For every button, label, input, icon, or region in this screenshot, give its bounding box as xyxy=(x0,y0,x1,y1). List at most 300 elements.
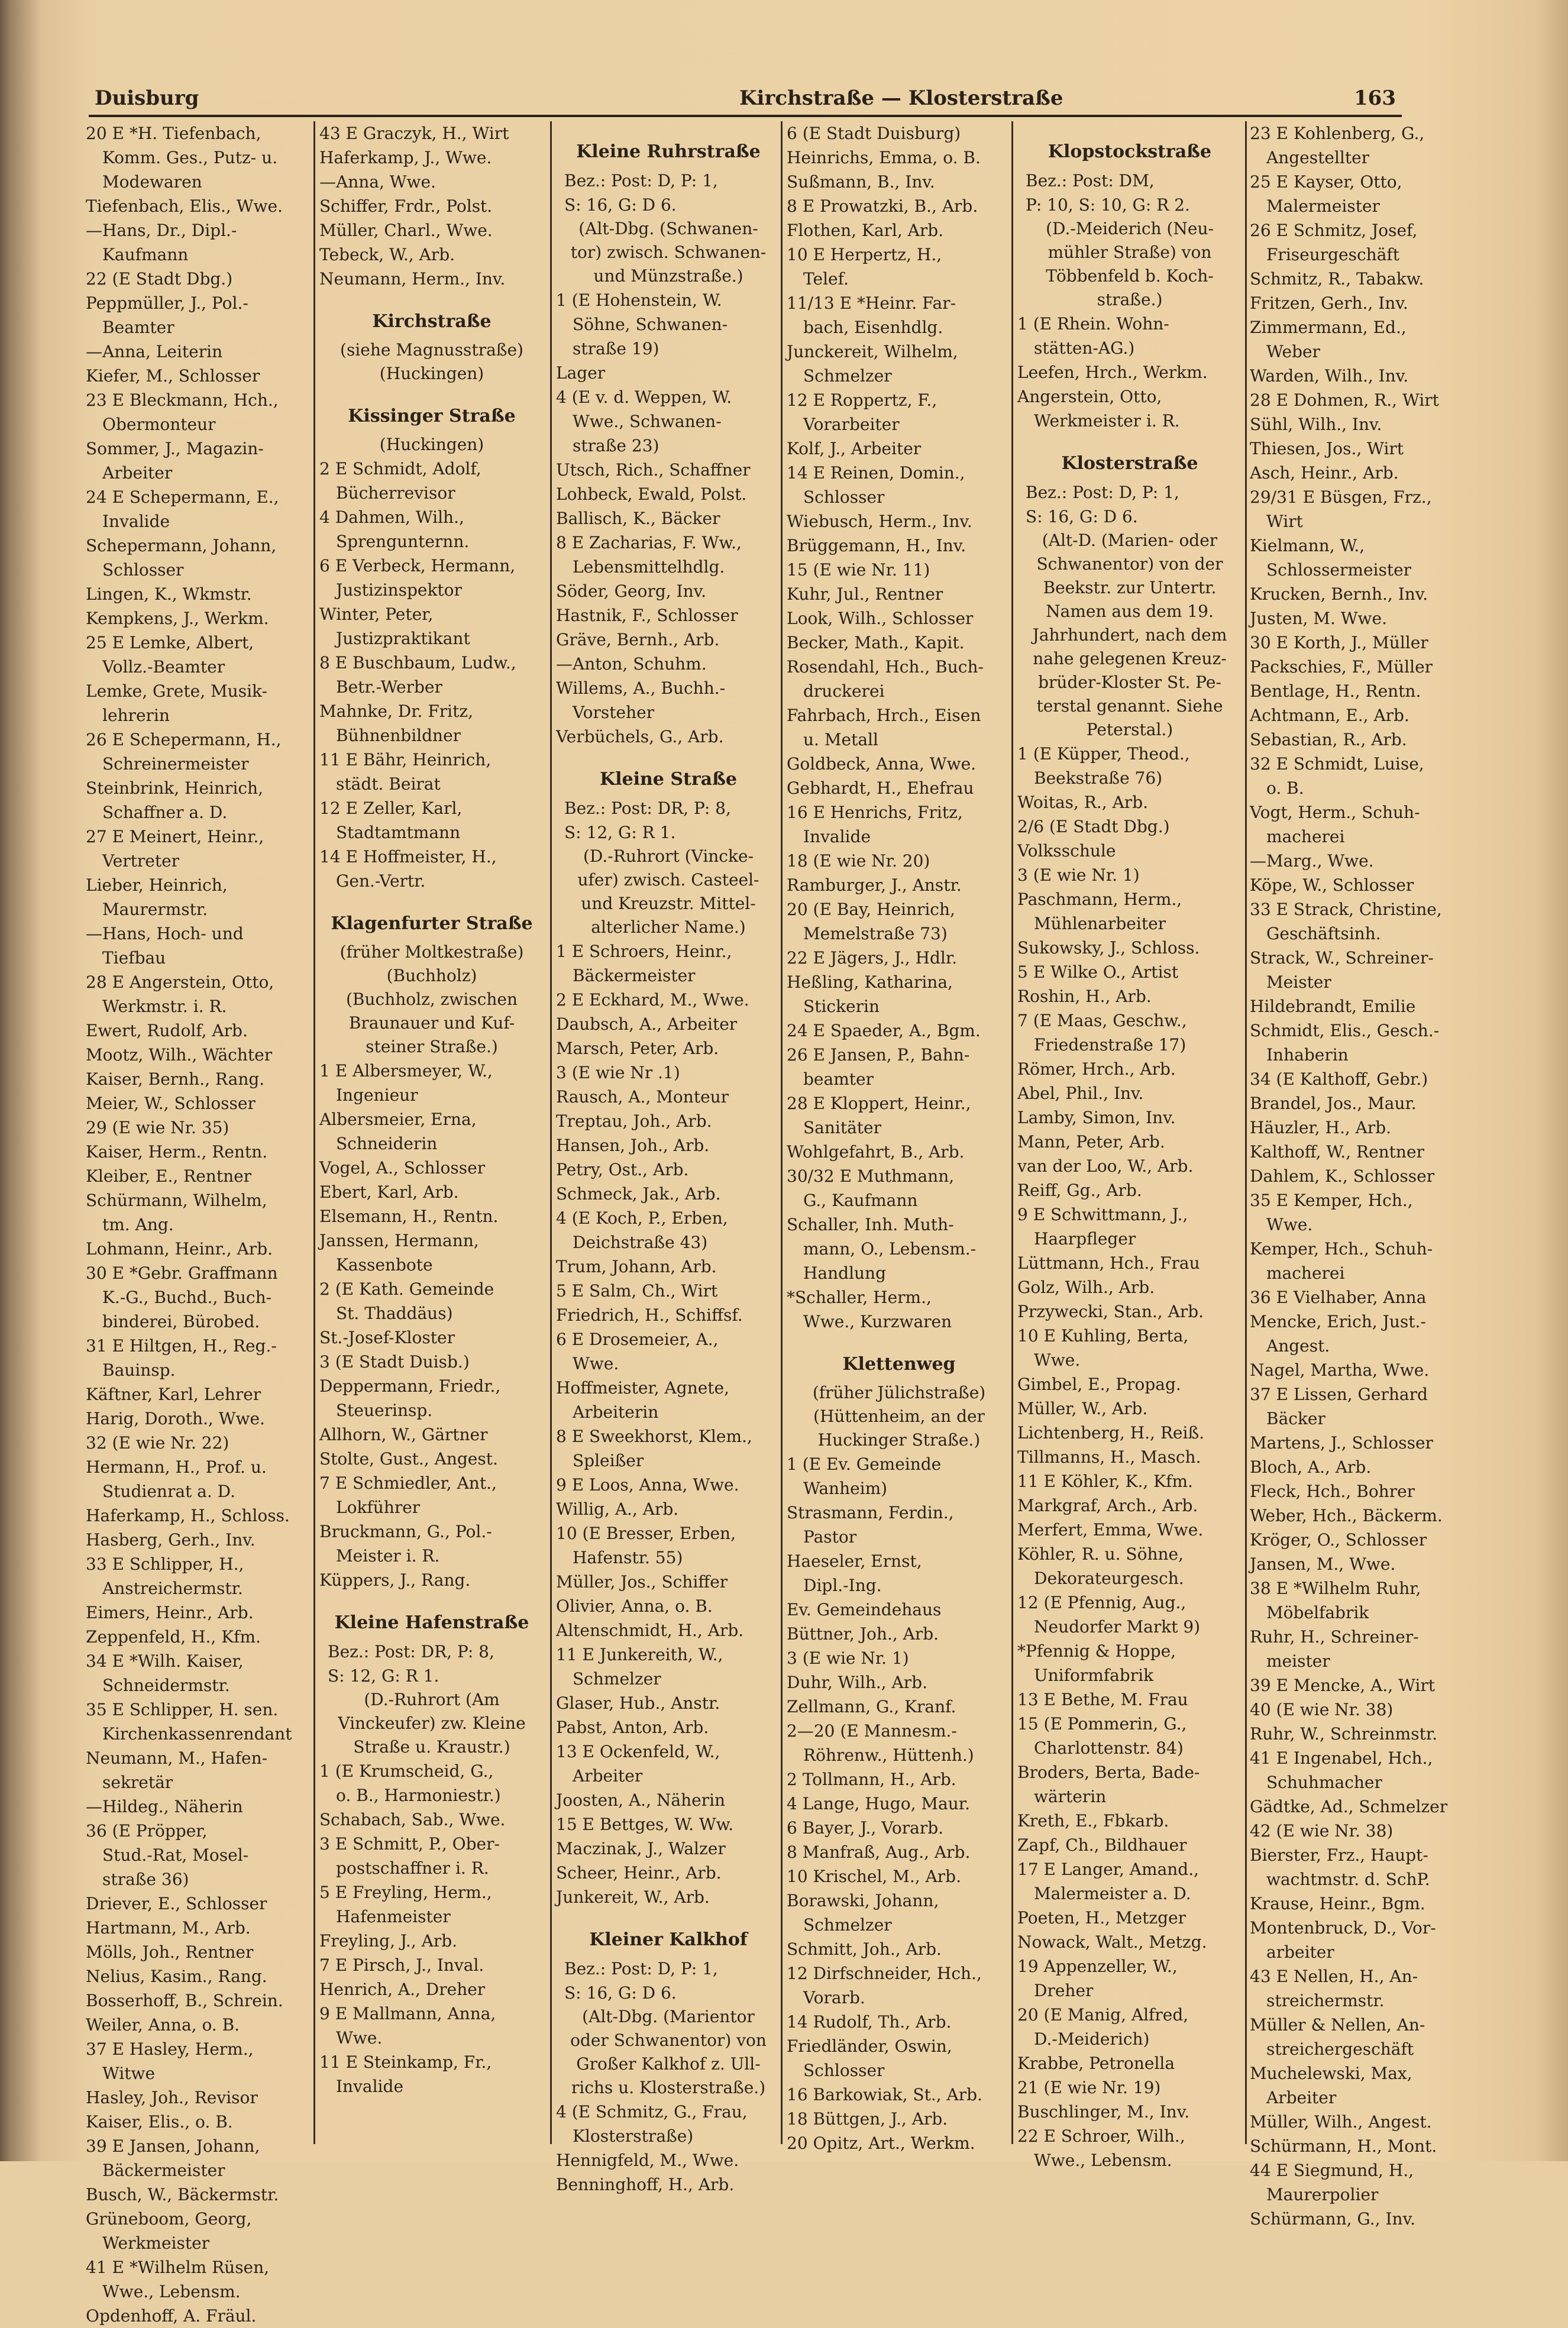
entry-continuation: o. B., Harmoniestr.) xyxy=(336,1786,501,1805)
entry-continuation: Wwe. xyxy=(1034,1350,1081,1370)
entry-continuation: Wwe. xyxy=(336,2028,383,2048)
entry-continuation: Kaufmann xyxy=(102,245,189,264)
entry-continuation: streichermstr. xyxy=(1266,1991,1385,2010)
entry-continuation: Modewaren xyxy=(102,172,202,192)
street-note: straße.) xyxy=(1097,290,1163,309)
entry-continuation: Neudorfer Markt 9) xyxy=(1034,1617,1201,1637)
entry-line: Müller, Wilh., Angest. xyxy=(1250,2112,1432,2132)
entry-line: 22 (E Stadt Dbg.) xyxy=(86,269,233,289)
entry-continuation: Wwe., Schwanen- xyxy=(573,412,722,431)
entry-continuation: Schmelzer xyxy=(573,1669,661,1689)
entry-line: 1 (E Ev. Gemeinde xyxy=(787,1454,942,1474)
entry-line: Kaiser, Elis., o. B. xyxy=(86,2112,233,2132)
entry-line: —Hildeg., Näherin xyxy=(86,1797,243,1816)
entry-line: Duhr, Wilh., Arb. xyxy=(787,1673,927,1692)
entry-line: 42 (E wie Nr. 38) xyxy=(1250,1821,1394,1841)
entry-line: 26 E Schmitz, Josef, xyxy=(1250,221,1418,240)
entry-line: 2 E Schmidt, Adolf, xyxy=(319,459,481,478)
column-divider xyxy=(781,121,783,2144)
entry-continuation: Meister i. R. xyxy=(336,1546,440,1566)
entry-line: 12 E Roppertz, F., xyxy=(787,390,937,410)
street-note: tor) zwisch. Schwanen- xyxy=(570,242,767,262)
entry-line: 2 (E Kath. Gemeinde xyxy=(319,1279,494,1299)
entry-line: 1 (E Hohenstein, W. xyxy=(556,290,722,310)
entry-line: 36 E Vielhaber, Anna xyxy=(1250,1288,1427,1307)
entry-line: 5 E Freyling, Herm., xyxy=(319,1883,492,1902)
street-note: Huckinger Straße.) xyxy=(817,1430,981,1450)
entry-line: Olivier, Anna, o. B. xyxy=(556,1596,713,1616)
entry-continuation: Vorsteher xyxy=(573,703,655,722)
entry-line: 24 E Schepermann, E., xyxy=(86,487,279,507)
entry-line: Kuhr, Jul., Rentner xyxy=(787,584,943,604)
entry-line: Neumann, M., Hafen- xyxy=(86,1748,268,1768)
entry-line: 35 E Schlipper, H. sen. xyxy=(86,1700,279,1719)
entry-line: 3 (E wie Nr. 1) xyxy=(787,1648,909,1668)
entry-line: Joosten, A., Näherin xyxy=(556,1790,726,1810)
entry-line: Gebhardt, H., Ehefrau xyxy=(787,778,974,798)
entry-line: 10 Krischel, M., Arb. xyxy=(787,1867,961,1886)
entry-line: 28 E Angerstein, Otto, xyxy=(86,972,274,992)
entry-continuation: Schreinermeister xyxy=(102,754,249,774)
entry-line: Jansen, M., Wwe. xyxy=(1250,1554,1396,1574)
street-note: (siehe Magnusstraße) xyxy=(340,340,523,360)
entry-line: Köpe, W., Schlosser xyxy=(1250,875,1414,895)
entry-line: 30/32 E Muthmann, xyxy=(787,1166,955,1186)
entry-line: Bruckmann, G., Pol.- xyxy=(319,1522,492,1541)
entry-continuation: Anstreichermstr. xyxy=(102,1579,243,1598)
street-heading: Klopstockstraße xyxy=(1048,141,1212,162)
street-note: (D.-Ruhrort (Am xyxy=(364,1690,500,1709)
entry-continuation: wärterin xyxy=(1034,1787,1107,1806)
entry-line: Rosendahl, Hch., Buch- xyxy=(787,657,984,677)
entry-continuation: bach, Eisenhdlg. xyxy=(803,318,943,337)
entry-line: Angerstein, Otto, xyxy=(1017,387,1162,406)
entry-line: Schmitz, R., Tabakw. xyxy=(1250,269,1424,289)
entry-line: Becker, Math., Kapit. xyxy=(787,633,965,652)
entry-line: Käftner, Karl, Lehrer xyxy=(86,1385,261,1404)
entry-line: Hansen, Joh., Arb. xyxy=(556,1136,710,1155)
entry-line: 8 Manfraß, Aug., Arb. xyxy=(787,1842,971,1862)
entry-continuation: Sprengunternn. xyxy=(336,532,470,551)
entry-line: Sukowsky, J., Schloss. xyxy=(1017,938,1200,958)
entry-line: Friedrich, H., Schiffsf. xyxy=(556,1305,743,1325)
entry-line: Daubsch, A., Arbeiter xyxy=(556,1014,738,1034)
entry-line: Winter, Peter, xyxy=(319,604,434,624)
entry-continuation: D.-Meiderich) xyxy=(1034,2029,1150,2049)
entry-line: Schmitt, Joh., Arb. xyxy=(787,1939,942,1959)
street-note: Braunauer und Kuf- xyxy=(348,1013,515,1033)
entry-line: Packschies, F., Müller xyxy=(1250,657,1433,677)
entry-continuation: Arbeiter xyxy=(102,463,173,483)
street-note: (D.-Ruhrort (Vincke- xyxy=(583,846,754,866)
district-info: Bez.: Post: DM, xyxy=(1026,171,1155,190)
entry-line: Ev. Gemeindehaus xyxy=(787,1600,942,1619)
entry-continuation: Röhrenw., Hüttenh.) xyxy=(803,1745,974,1765)
entry-line: Kemper, Hch., Schuh- xyxy=(1250,1239,1433,1259)
entry-line: 10 (E Bresser, Erben, xyxy=(556,1524,736,1543)
entry-line: 7 (E Maas, Geschw., xyxy=(1017,1011,1187,1030)
entry-continuation: Schlossermeister xyxy=(1266,560,1412,580)
street-note: (Alt-Dbg. (Schwanen- xyxy=(578,219,758,238)
entry-line: 6 E Verbeck, Hermann, xyxy=(319,556,516,575)
entry-line: Krabbe, Petronella xyxy=(1017,2054,1175,2073)
entry-line: 6 Bayer, J., Vorarb. xyxy=(787,1818,944,1838)
entry-line: Rausch, A., Monteur xyxy=(556,1087,729,1107)
entry-continuation: Angestellter xyxy=(1266,148,1370,167)
entry-continuation: Hafenstr. 55) xyxy=(573,1548,683,1567)
entry-continuation: Möbelfabrik xyxy=(1266,1603,1369,1622)
header-street-range: Kirchstraße — Klosterstraße xyxy=(739,86,1063,110)
entry-line: Verbüchels, G., Arb. xyxy=(556,727,724,746)
entry-line: Benninghoff, H., Arb. xyxy=(556,2175,735,2194)
entry-line: 20 E *H. Tiefenbach, xyxy=(86,124,261,143)
entry-continuation: Schmelzer xyxy=(803,366,892,386)
entry-line: 21 (E wie Nr. 19) xyxy=(1017,2078,1161,2097)
entry-line: Hasberg, Gerh., Inv. xyxy=(86,1530,256,1550)
entry-line: 25 E Lemke, Albert, xyxy=(86,633,254,652)
entry-line: Reiff, Gg., Arb. xyxy=(1017,1181,1142,1200)
entry-line: Fleck, Hch., Bohrer xyxy=(1250,1482,1415,1501)
entry-line: 32 (E wie Nr. 22) xyxy=(86,1433,229,1453)
entry-line: Willig, A., Arb. xyxy=(556,1499,679,1519)
entry-continuation: Mühlenarbeiter xyxy=(1034,914,1166,933)
entry-line: Golz, Wilh., Arb. xyxy=(1017,1278,1155,1297)
entry-line: Kreth, E., Fbkarb. xyxy=(1017,1811,1169,1831)
entry-line: 43 E Nellen, H., An- xyxy=(1250,1967,1418,1986)
entry-line: Asch, Heinr., Arb. xyxy=(1250,463,1399,483)
entry-continuation: Friedenstraße 17) xyxy=(1034,1035,1186,1055)
entry-continuation: Kirchenkassenrendant xyxy=(102,1724,292,1744)
entry-line: Markgraf, Arch., Arb. xyxy=(1017,1496,1198,1515)
entry-continuation: sekretär xyxy=(102,1773,173,1792)
entry-line: Willems, A., Buchh.- xyxy=(556,678,726,698)
entry-continuation: G., Kaufmann xyxy=(803,1191,918,1210)
entry-line: Schürmann, G., Inv. xyxy=(1250,2209,1415,2229)
entry-line: Krucken, Bernh., Inv. xyxy=(1250,584,1428,604)
entry-line: 14 Rudolf, Th., Arb. xyxy=(787,2012,952,2032)
entry-line: Look, Wilh., Schlosser xyxy=(787,609,974,628)
entry-line: Dahlem, K., Schlosser xyxy=(1250,1166,1435,1186)
street-note: Namen aus dem 19. xyxy=(1046,602,1214,621)
entry-continuation: Kassenbote xyxy=(336,1255,433,1275)
entry-line: Ebert, Karl, Arb. xyxy=(319,1182,459,1202)
entry-continuation: Sanitäter xyxy=(803,1118,882,1137)
entry-continuation: Bücherrevisor xyxy=(336,483,455,503)
entry-line: Hermann, H., Prof. u. xyxy=(86,1457,267,1477)
entry-line: Paschmann, Herm., xyxy=(1017,890,1182,909)
entry-continuation: Inhaberin xyxy=(1266,1045,1349,1065)
entry-line: Maczinak, J., Walzer xyxy=(556,1839,726,1858)
entry-line: 40 (E wie Nr. 38) xyxy=(1250,1700,1394,1719)
street-heading: Kleine Straße xyxy=(600,769,737,790)
district-info: S: 12, G: R 1. xyxy=(564,823,676,842)
entry-line: Zapf, Ch., Bildhauer xyxy=(1017,1835,1187,1855)
entry-line: 13 E Bethe, M. Frau xyxy=(1017,1690,1188,1709)
entry-line: 1 (E Krumscheid, G., xyxy=(319,1761,494,1781)
entry-line: 3 E Schmitt, P., Ober- xyxy=(319,1834,500,1854)
entry-line: Goldbeck, Anna, Wwe. xyxy=(787,754,977,774)
entry-continuation: Schmelzer xyxy=(803,1915,892,1935)
entry-line: Thiesen, Jos., Wirt xyxy=(1250,439,1404,458)
entry-continuation: Witwe xyxy=(102,2064,156,2083)
entry-line: 10 E Herpertz, H., xyxy=(787,245,942,264)
entry-continuation: Handlung xyxy=(803,1263,887,1283)
entry-line: Brandel, Jos., Maur. xyxy=(1250,1094,1417,1113)
entry-line: 22 E Schroer, Wilh., xyxy=(1017,2126,1185,2146)
entry-line: 14 E Hoffmeister, H., xyxy=(319,847,497,866)
entry-line: 2 Tollmann, H., Arb. xyxy=(787,1770,956,1789)
page-header xyxy=(89,84,1402,117)
entry-line: Hennigfeld, M., Wwe. xyxy=(556,2151,739,2170)
street-note: (Alt-D. (Marien- oder xyxy=(1042,531,1218,550)
entry-line: Gräve, Bernh., Arb. xyxy=(556,630,720,649)
entry-line: 12 Dirfschneider, Hch., xyxy=(787,1964,982,1983)
entry-continuation: beamter xyxy=(803,1069,874,1089)
street-heading: Kleine Hafenstraße xyxy=(334,1612,529,1633)
street-note: ufer) zwisch. Casteel- xyxy=(577,870,759,890)
entry-line: 8 E Sweekhorst, Klem., xyxy=(556,1427,752,1446)
entry-continuation: Dekorateurgesch. xyxy=(1034,1569,1184,1588)
entry-continuation: wachtmstr. d. SchP. xyxy=(1266,1870,1430,1889)
entry-continuation: Justizinspektor xyxy=(336,580,462,600)
street-note: (früher Jülichstraße) xyxy=(812,1383,986,1402)
entry-line: Zellmann, G., Kranf. xyxy=(787,1697,956,1716)
entry-line: Strack, W., Schreiner- xyxy=(1250,948,1434,968)
entry-continuation: Meister xyxy=(1266,972,1331,992)
entry-continuation: Deichstraße 43) xyxy=(573,1233,708,1252)
entry-line: 1 (E Küpper, Theod., xyxy=(1017,744,1190,764)
entry-line: 18 (E wie Nr. 20) xyxy=(787,851,930,871)
entry-continuation: Werkmeister xyxy=(102,2233,210,2253)
entry-line: Wiebusch, Herm., Inv. xyxy=(787,512,972,531)
entry-line: 41 E *Wilhelm Rüsen, xyxy=(86,2258,270,2277)
entry-continuation: Wwe. xyxy=(573,1354,619,1373)
entry-line: Küppers, J., Rang. xyxy=(319,1570,471,1590)
entry-continuation: Beekstraße 76) xyxy=(1034,768,1163,788)
entry-continuation: Tiefbau xyxy=(102,948,166,968)
entry-continuation: städt. Beirat xyxy=(336,774,441,794)
street-note: brüder-Kloster St. Pe- xyxy=(1038,672,1221,692)
entry-continuation: Schaffner a. D. xyxy=(102,803,228,822)
entry-line: Justen, M. Wwe. xyxy=(1250,609,1387,628)
entry-line: Sebastian, R., Arb. xyxy=(1250,730,1407,749)
entry-line: 9 E Mallmann, Anna, xyxy=(319,2004,496,2023)
entry-line: Stolte, Gust., Angest. xyxy=(319,1449,498,1469)
entry-line: Lingen, K., Wkmstr. xyxy=(86,584,252,604)
entry-line: Tiefenbach, Elis., Wwe. xyxy=(86,196,283,216)
entry-line: Gimbel, E., Propag. xyxy=(1017,1375,1181,1394)
entry-line: 20 Opitz, Art., Werkm. xyxy=(787,2133,975,2153)
entry-line: 38 E *Wilhelm Ruhr, xyxy=(1250,1579,1421,1598)
district-info: Bez.: Post: D, P: 1, xyxy=(1026,483,1179,502)
street-heading: Klettenweg xyxy=(842,1354,956,1375)
entry-continuation: Werkmstr. i. R. xyxy=(102,997,227,1016)
entry-line: Eimers, Heinr., Arb. xyxy=(86,1603,254,1622)
entry-line: 41 E Ingenabel, Hch., xyxy=(1250,1748,1433,1768)
entry-line: Marsch, Peter, Arb. xyxy=(556,1039,719,1058)
entry-line: Schepermann, Johann, xyxy=(86,536,277,555)
entry-line: Warden, Wilh., Inv. xyxy=(1250,366,1409,386)
entry-continuation: Bäckermeister xyxy=(102,2161,225,2180)
entry-continuation: Dipl.-Ing. xyxy=(803,1576,882,1595)
entry-continuation: Schlosser xyxy=(803,487,885,507)
entry-line: Bierster, Frz., Haupt- xyxy=(1250,1845,1428,1865)
entry-line: 8 E Zacharias, F. Ww., xyxy=(556,533,742,552)
entry-continuation: Wwe., Lebensm. xyxy=(1034,2151,1172,2170)
entry-line: 9 E Loos, Anna, Wwe. xyxy=(556,1475,739,1495)
entry-line: Heinrichs, Emma, o. B. xyxy=(787,148,981,167)
entry-continuation: Malermeister a. D. xyxy=(1034,1884,1191,1903)
entry-continuation: Wwe., Lebensm. xyxy=(102,2282,241,2301)
street-note: (Hüttenheim, an der xyxy=(813,1406,985,1426)
entry-line: Schürmann, H., Mont. xyxy=(1250,2136,1437,2156)
entry-continuation: Stickerin xyxy=(803,997,880,1016)
entry-continuation: Maurermstr. xyxy=(102,900,208,919)
street-note: (Huckingen) xyxy=(379,364,484,383)
district-info: S: 16, G: D 6. xyxy=(1026,507,1138,526)
entry-line: Lohmann, Heinr., Arb. xyxy=(86,1239,273,1259)
entry-line: Borawski, Johann, xyxy=(787,1891,939,1910)
entry-continuation: Hafenmeister xyxy=(336,1907,451,1926)
entry-line: Kielmann, W., xyxy=(1250,536,1365,555)
entry-line: 11 E Köhler, K., Kfm. xyxy=(1017,1472,1193,1491)
entry-continuation: Haarpfleger xyxy=(1034,1229,1136,1249)
entry-line: 24 E Spaeder, A., Bgm. xyxy=(787,1021,981,1040)
entry-line: Schmeck, Jak., Arb. xyxy=(556,1184,721,1204)
street-note: (Alt-Dbg. (Marientor xyxy=(582,2007,755,2026)
entry-line: 4 (E Koch, P., Erben, xyxy=(556,1208,728,1228)
entry-line: Sußmann, B., Inv. xyxy=(787,172,935,192)
entry-continuation: Invalide xyxy=(803,827,871,846)
entry-line: Scheer, Heinr., Arb. xyxy=(556,1863,722,1883)
entry-line: 39 E Mencke, A., Wirt xyxy=(1250,1676,1435,1695)
entry-continuation: Schneidermstr. xyxy=(102,1676,230,1695)
entry-line: Vogel, A., Schlosser xyxy=(319,1158,486,1178)
entry-continuation: Gen.-Vertr. xyxy=(336,871,426,891)
district-info: P: 10, S: 10, G: R 2. xyxy=(1026,195,1190,215)
entry-line: 14 E Reinen, Domin., xyxy=(787,463,965,483)
street-note: und Münzstraße.) xyxy=(593,266,743,286)
street-heading: Kirchstraße xyxy=(372,311,492,332)
entry-continuation: Friseurgeschäft xyxy=(1266,245,1400,264)
entry-line: Kröger, O., Schlosser xyxy=(1250,1530,1427,1550)
entry-line: Haeseler, Ernst, xyxy=(787,1551,922,1571)
entry-line: Lüttmann, Hch., Frau xyxy=(1017,1253,1200,1273)
entry-line: 20 (E Manig, Alfred, xyxy=(1017,2005,1189,2025)
entry-continuation: Obermonteur xyxy=(102,415,216,434)
entry-line: Albersmeier, Erna, xyxy=(319,1110,477,1129)
entry-continuation: Uniformfabrik xyxy=(1034,1666,1154,1685)
entry-line: 37 E Hasley, Herm., xyxy=(86,2039,254,2059)
entry-continuation: Memelstraße 73) xyxy=(803,924,948,943)
entry-line: Brüggemann, H., Inv. xyxy=(787,536,966,555)
entry-line: —Hans, Hoch- und xyxy=(86,924,244,943)
entry-line: 4 Dahmen, Wilh., xyxy=(319,507,464,527)
entry-line: Kolf, J., Arbeiter xyxy=(787,439,922,458)
entry-line: 11/13 E *Heinr. Far- xyxy=(787,293,956,313)
entry-continuation: Schuhmacher xyxy=(1266,1773,1382,1792)
entry-line: Leefen, Hrch., Werkm. xyxy=(1017,363,1208,382)
entry-line: 16 Barkowiak, St., Arb. xyxy=(787,2085,982,2104)
entry-line: Tebeck, W., Arb. xyxy=(319,245,455,264)
street-note: nahe gelegenen Kreuz- xyxy=(1033,649,1227,668)
street-note: Vinckeufer) zw. Kleine xyxy=(338,1713,526,1733)
entry-line: Junckereit, Wilhelm, xyxy=(787,342,958,361)
entry-line: Elsemann, H., Rentn. xyxy=(319,1207,499,1226)
entry-line: Ruhr, W., Schreinmstr. xyxy=(1250,1724,1438,1744)
entry-line: 31 E Hiltgen, H., Reg.- xyxy=(86,1336,277,1356)
street-heading: Klagenfurter Straße xyxy=(331,913,533,934)
entry-continuation: Beamter xyxy=(102,318,174,337)
entry-continuation: Bäckermeister xyxy=(573,966,696,985)
entry-line: 2/6 (E Stadt Dbg.) xyxy=(1017,817,1170,836)
entry-line: 7 E Pirsch, J., Inval. xyxy=(319,1955,484,1975)
entry-continuation: Malermeister xyxy=(1266,196,1380,216)
entry-line: Janssen, Hermann, xyxy=(319,1231,479,1250)
entry-continuation: Wwe., Kurzwaren xyxy=(803,1312,952,1331)
entry-continuation: Vorarb. xyxy=(803,1988,865,2007)
entry-line: 1 (E Rhein. Wohn- xyxy=(1017,314,1169,334)
entry-continuation: Bühnenbildner xyxy=(336,726,461,745)
entry-continuation: Justizpraktikant xyxy=(336,629,470,648)
entry-line: 26 E Jansen, P., Bahn- xyxy=(787,1045,970,1065)
entry-line: Kaiser, Bernh., Rang. xyxy=(86,1069,265,1089)
entry-continuation: Wwe. xyxy=(1266,1215,1313,1234)
entry-line: 8 E Buschbaum, Ludw., xyxy=(319,653,516,672)
page-number: 163 xyxy=(1354,86,1396,110)
entry-line: 18 Büttgen, J., Arb. xyxy=(787,2109,948,2129)
entry-line: Haferkamp, H., Schloss. xyxy=(86,1506,290,1525)
entry-line: —Anna, Wwe. xyxy=(319,172,436,192)
entry-line: 30 E *Gebr. Graffmann xyxy=(86,1263,278,1283)
entry-line: Schmidt, Elis., Gesch.- xyxy=(1250,1021,1440,1040)
entry-line: Busch, W., Bäckermstr. xyxy=(86,2185,279,2204)
entry-line: Montenbruck, D., Vor- xyxy=(1250,1918,1436,1938)
entry-line: Poeten, H., Metzger xyxy=(1017,1908,1186,1928)
entry-line: Ewert, Rudolf, Arb. xyxy=(86,1021,248,1040)
entry-continuation: macherei xyxy=(1266,827,1345,846)
entry-line: Roshin, H., Arb. xyxy=(1017,987,1152,1006)
entry-continuation: binderei, Bürobed. xyxy=(102,1312,260,1331)
entry-line: Pabst, Anton, Arb. xyxy=(556,1718,709,1737)
entry-line: Weber, Hch., Bäckerm. xyxy=(1250,1506,1443,1525)
entry-line: Gädtke, Ad., Schmelzer xyxy=(1250,1797,1448,1816)
street-note: (Buchholz, zwischen xyxy=(345,990,518,1009)
entry-continuation: Angest. xyxy=(1266,1336,1330,1356)
entry-continuation: Vorarbeiter xyxy=(803,415,900,434)
entry-line: Schaller, Inh. Muth- xyxy=(787,1215,954,1234)
entry-continuation: Invalide xyxy=(336,2077,404,2096)
entry-continuation: Bauinsp. xyxy=(102,1360,176,1380)
entry-line: Ballisch, K., Bäcker xyxy=(556,509,720,528)
entry-line: 25 E Kayser, Otto, xyxy=(1250,172,1402,192)
entry-line: Allhorn, W., Gärtner xyxy=(319,1425,488,1444)
entry-line: 34 (E Kalthoff, Gebr.) xyxy=(1250,1069,1428,1089)
entry-continuation: Schlosser xyxy=(102,560,184,580)
entry-line: 17 E Langer, Amand., xyxy=(1017,1860,1200,1879)
entry-line: Schabach, Sab., Wwe. xyxy=(319,1810,506,1829)
entry-line: 19 Appenzeller, W., xyxy=(1017,1957,1178,1976)
entry-line: Broders, Berta, Bade- xyxy=(1017,1763,1200,1782)
entry-line: Steinbrink, Heinrich, xyxy=(86,778,263,798)
entry-line: Friedländer, Oswin, xyxy=(787,2036,952,2056)
entry-continuation: Arbeiter xyxy=(1266,2088,1337,2107)
entry-line: Kleiber, E., Rentner xyxy=(86,1166,252,1186)
entry-line: 1 E Schroers, Heinr., xyxy=(556,942,732,961)
entry-line: Petry, Ost., Arb. xyxy=(556,1160,689,1179)
entry-line: 29 (E wie Nr. 35) xyxy=(86,1118,229,1137)
entry-line: Weiler, Anna, o. B. xyxy=(86,2015,240,2035)
